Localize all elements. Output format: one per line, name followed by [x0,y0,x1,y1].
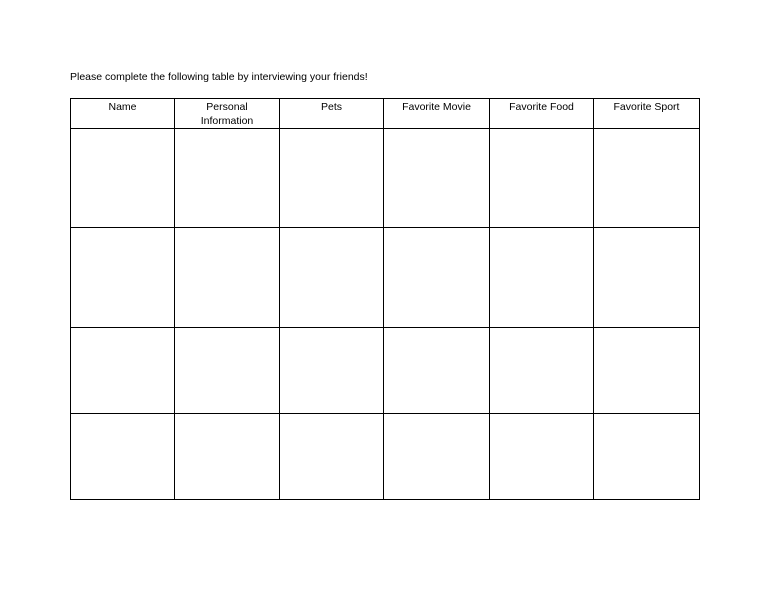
cell-name [71,328,175,414]
cell-favorite-sport [594,228,700,328]
cell-pets [280,129,384,228]
friends-survey-table [70,98,700,500]
cell-pets [280,328,384,414]
cell-favorite-sport [594,414,700,500]
cell-favorite-movie [384,228,490,328]
instructions-text: Please complete the following table by interviewing your friends! [70,71,368,83]
cell-name [71,414,175,500]
cell-personal-information [175,414,280,500]
table-row [71,328,700,414]
cell-favorite-food [490,228,594,328]
table-row [71,228,700,328]
cell-personal-information [175,129,280,228]
cell-personal-information [175,328,280,414]
cell-favorite-movie [384,129,490,228]
cell-favorite-sport [594,328,700,414]
header-personal-information [175,99,280,129]
cell-pets [280,414,384,500]
header-favorite-food: Favorite Food [490,99,594,129]
table-header-row [71,99,700,129]
cell-favorite-movie [384,414,490,500]
header-favorite-sport: Favorite Sport [594,99,700,129]
table-row [71,129,700,228]
header-name: Name [71,99,175,129]
cell-favorite-food [490,328,594,414]
cell-pets [280,228,384,328]
table-row [71,414,700,500]
cell-favorite-sport [594,129,700,228]
cell-name [71,228,175,328]
header-pets: Pets [280,99,384,129]
cell-favorite-food [490,414,594,500]
cell-favorite-food [490,129,594,228]
cell-name [71,129,175,228]
header-favorite-movie: Favorite Movie [384,99,490,129]
cell-personal-information [175,228,280,328]
cell-favorite-movie [384,328,490,414]
header-personal-information-label: Personal Information [200,101,254,127]
